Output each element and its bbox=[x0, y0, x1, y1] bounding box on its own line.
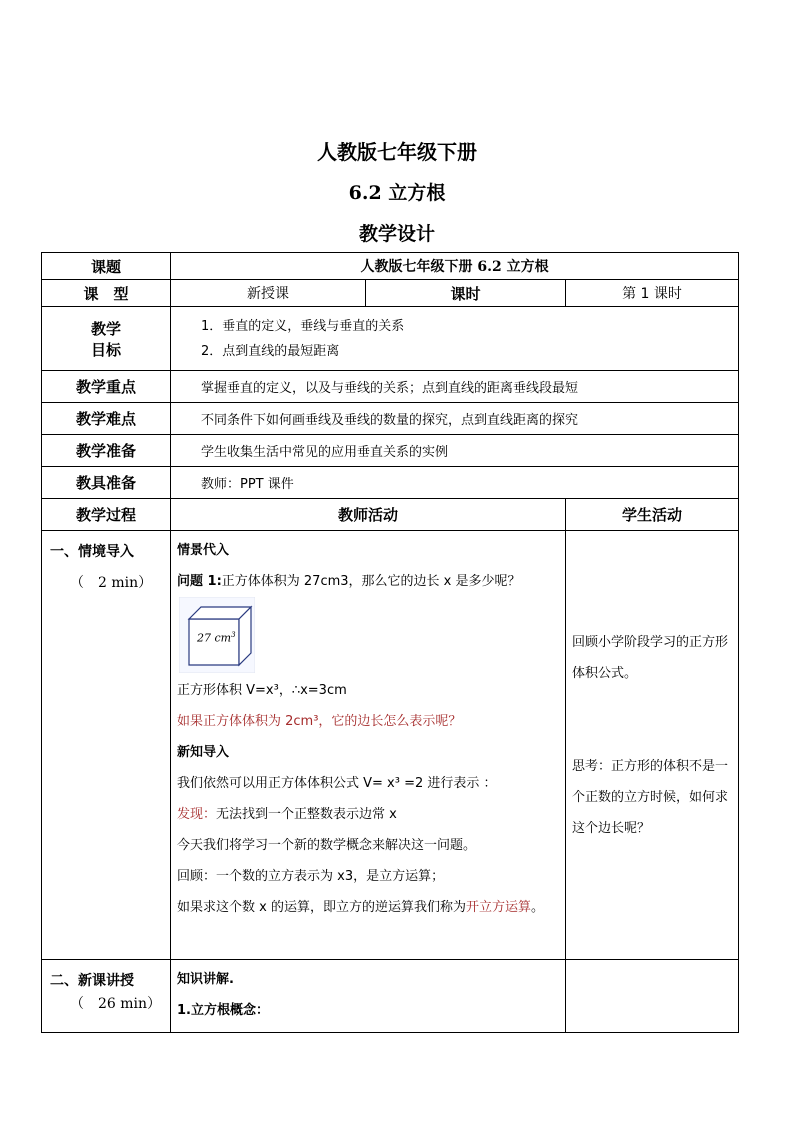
key-value: 掌握垂直的定义，以及与垂线的关系；点到直线的距离垂线段最短 bbox=[171, 371, 739, 403]
doc-title: 人教版七年级下册 bbox=[317, 140, 477, 164]
tools-value: 教师：PPT 课件 bbox=[171, 467, 739, 499]
line-question-2: 如果正方体体积为 2cm³，它的边长怎么表示呢？ bbox=[177, 714, 462, 729]
period-label: 课时 bbox=[366, 280, 566, 307]
difficulty-label: 教学难点 bbox=[42, 403, 171, 435]
difficulty-value: 不同条件下如何画垂线及垂线的数量的探究，点到直线距离的探究 bbox=[171, 403, 739, 435]
row-goals bbox=[42, 307, 739, 371]
row-section-1 bbox=[42, 531, 739, 960]
student-activity-header: 学生活动 bbox=[566, 499, 739, 531]
topic-value: 人教版七年级下册 6.2 立方根 bbox=[171, 253, 739, 280]
row-prep bbox=[42, 435, 739, 467]
line-finding bbox=[177, 799, 559, 830]
student-spacer-2 bbox=[572, 689, 734, 751]
goal-item-1: 1．垂直的定义，垂线与垂直的关系 bbox=[201, 318, 405, 334]
heading-scenario: 情景代入 bbox=[177, 543, 230, 558]
question-1-label: 问题 1: bbox=[177, 574, 222, 589]
row-type bbox=[42, 280, 739, 307]
teacher-activity-header: 教师活动 bbox=[171, 499, 566, 531]
student-note-2c: 这个边长呢？ bbox=[572, 821, 651, 836]
section-2-teacher bbox=[171, 960, 566, 1033]
prep-value: 学生收集生活中常见的应用垂直关系的实例 bbox=[171, 435, 739, 467]
prep-label: 教学准备 bbox=[42, 435, 171, 467]
finding-label: 发现： bbox=[177, 807, 217, 822]
line-formula: 正方形体积 V=x³，∴x=3cm bbox=[177, 683, 347, 698]
student-spacer-1 bbox=[572, 531, 734, 627]
question-1 bbox=[177, 566, 559, 597]
line-cube-root-op bbox=[177, 892, 559, 923]
section-2-time: （ 26 min） bbox=[70, 996, 162, 1012]
lesson-plan-table bbox=[41, 252, 739, 1033]
line-review: 回顾：一个数的立方表示为 x3，是立方运算； bbox=[177, 869, 445, 884]
student-note-1a: 回顾小学阶段学习的正方形 bbox=[572, 635, 729, 650]
question-1-text: 正方体体积为 27cm3，那么它的边长 x 是多少呢？ bbox=[221, 574, 521, 589]
line-formula-2: 我们依然可以用正方体体积公式 V= x³ =2 进行表示 ： bbox=[177, 776, 497, 791]
type-value: 新授课 bbox=[171, 280, 366, 307]
cube-label bbox=[197, 631, 236, 645]
design-title: 教学设计 bbox=[358, 223, 435, 245]
student-note-1b: 体积公式。 bbox=[572, 666, 638, 681]
section-2-student bbox=[566, 960, 739, 1033]
cube-label-text: 27 cm bbox=[197, 631, 232, 645]
heading-knowledge: 知识讲解. bbox=[177, 972, 234, 987]
cube-root-op-term: 开立方运算 bbox=[465, 900, 531, 915]
row-tools bbox=[42, 467, 739, 499]
heading-new-knowledge: 新知导入 bbox=[177, 745, 230, 760]
cube-root-op-end: 。 bbox=[530, 900, 544, 915]
section-1-title: 一、情境导入 bbox=[50, 544, 134, 560]
type-label: 课 型 bbox=[42, 280, 171, 307]
row-difficulty bbox=[42, 403, 739, 435]
section-2-label bbox=[42, 960, 171, 1033]
lesson-title: 6.2 立方根 bbox=[348, 182, 446, 204]
cube-figure bbox=[177, 595, 257, 675]
section-1-time: （ 2 min） bbox=[70, 575, 153, 591]
tools-label: 教具准备 bbox=[42, 467, 171, 499]
goal-list bbox=[171, 307, 739, 371]
heading-cube-root-concept: 1.立方根概念： bbox=[177, 1003, 269, 1018]
line-intro: 今天我们将学习一个新的数学概念来解决这一问题。 bbox=[177, 838, 477, 853]
row-process-header bbox=[42, 499, 739, 531]
student-note-2b: 个正数的立方时候，如何求 bbox=[572, 790, 729, 805]
topic-label: 课题 bbox=[42, 253, 171, 280]
section-1-student bbox=[566, 531, 739, 960]
period-value: 第 1 课时 bbox=[566, 280, 739, 307]
goal-label-2: 目标 bbox=[90, 340, 121, 359]
row-section-2 bbox=[42, 960, 739, 1033]
section-1-teacher bbox=[171, 531, 566, 960]
cube-label-sup: 3 bbox=[231, 631, 236, 639]
row-topic bbox=[42, 253, 739, 280]
cube-root-op-text: 如果求这个数 x 的运算，即立方的逆运算我们称为 bbox=[177, 900, 466, 915]
section-2-title: 二、新课讲授 bbox=[50, 973, 134, 989]
goal-label-1: 教学 bbox=[90, 319, 121, 338]
goal-label bbox=[42, 307, 171, 371]
student-note-2a: 思考：正方形的体积不是一 bbox=[572, 759, 729, 774]
process-label: 教学过程 bbox=[42, 499, 171, 531]
section-1-label bbox=[42, 531, 171, 960]
key-label: 教学重点 bbox=[42, 371, 171, 403]
finding-text: 无法找到一个正整数表示边常 x bbox=[216, 807, 397, 822]
row-key bbox=[42, 371, 739, 403]
goal-item-2: 2．点到直线的最短距离 bbox=[201, 343, 340, 359]
